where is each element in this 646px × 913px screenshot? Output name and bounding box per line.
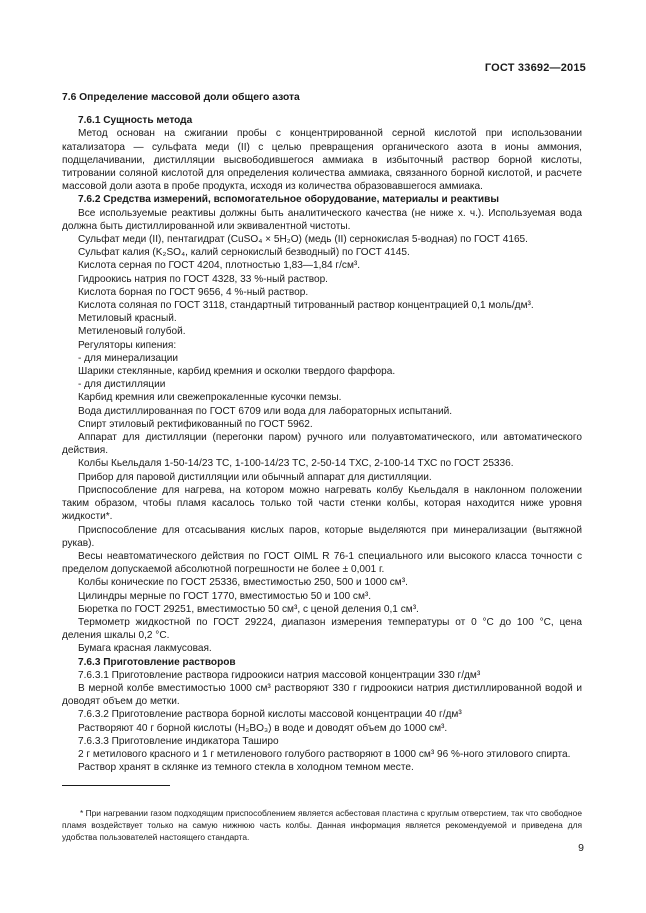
document-header: ГОСТ 33692—2015 [484, 62, 586, 74]
paragraph: Сульфат меди (II), пентагидрат (CuSO₄ × 5H₂O) (медь (II) сернокислая 5-водная) по ГОСТ 4165. [78, 234, 528, 246]
paragraph: Колбы конические по ГОСТ 25336, вместимостью 250, 500 и 1000 см³. [78, 577, 408, 589]
paragraph: Вода дистиллированная по ГОСТ 6709 или вода для лабораторных испытаний. [78, 405, 453, 417]
paragraph: Регуляторы кипения: [78, 339, 177, 351]
paragraph: Прибор для паровой дистилляции или обычный аппарат для дистилляции. [78, 471, 432, 483]
paragraph: 2 г метилового красного и 1 г метиленового голубого растворяют в 1000 см³ 96 %-ного этилового спирта. [78, 748, 571, 760]
main-content [62, 91, 582, 774]
paragraph: Метиленовый голубой. [78, 326, 186, 338]
subsection-title-761: 7.6.1 Сущность метода [78, 115, 193, 127]
footnote: * При нагревании газом подходящим приспособлением является асбестовая пластина с круглым отверстием, так что свободное пламя воздействует только на самую нижнюю часть колбы. Данная информация является рекомендуемой и приведена для удобства пользователей настоящего стандарта. [62, 808, 582, 842]
paragraph: Бюретка по ГОСТ 29251, вместимостью 50 см³, с ценой деления 0,1 см³. [78, 603, 419, 615]
paragraph: Бумага красная лакмусовая. [78, 643, 212, 655]
paragraph: Термометр жидкостной по ГОСТ 29224, диапазон измерения температуры от 0 °С до 100 °С, цена деления шкалы 0,2 °С. [62, 616, 582, 642]
paragraph: Колбы Кьельдаля 1-50-14/23 ТС, 1-100-14/23 ТС, 2-50-14 ТХС, 2-100-14 ТХС по ГОСТ 25336. [78, 458, 514, 470]
list-item: - для минерализации [78, 352, 179, 364]
paragraph: Метиловый красный. [78, 313, 177, 325]
page-number: 9 [578, 842, 584, 854]
subsection-title-763: 7.6.3 Приготовление растворов [78, 656, 236, 668]
paragraph: Кислота борная по ГОСТ 9656, 4 %-ный раствор. [78, 286, 309, 298]
paragraph: Приспособление для нагрева, на котором можно нагревать колбу Кьельдаля в наклонном положении таким образом, чтобы пламя касалось только той части стенки колбы, которая находится ниже уровня жидкости*. [62, 484, 582, 523]
paragraph: Цилиндры мерные по ГОСТ 1770, вместимостью 50 и 100 см³. [78, 590, 372, 602]
paragraph: Сульфат калия (K₂SO₄, калий сернокислый безводный) по ГОСТ 4145. [78, 247, 410, 259]
paragraph: Шарики стеклянные, карбид кремния и осколки твердого фарфора. [78, 366, 396, 378]
subsection-title-762: 7.6.2 Средства измерений, вспомогательное оборудование, материалы и реактивы [78, 194, 499, 206]
paragraph: Кислота серная по ГОСТ 4204, плотностью 1,83—1,84 г/см³. [78, 260, 361, 272]
paragraph-method: Метод основан на сжигании пробы с концентрированной серной кислотой при использовании катализатора — сульфата меди (II) с целью превращения органического азота в ионы аммония, подщелачивании, дистилляции высвободившегося аммиака в избыточный раствор борной кислоты, титровании соляной кислотой для определения количества аммиака, связанного борной кислотой, и расчете массовой доли азота в пробе продукта, исходя из количества образовавшегося аммиака. [62, 128, 582, 193]
paragraph: Приспособление для отсасывания кислых паров, которые выделяются при минерализации (вытяжной рукав). [62, 524, 582, 549]
paragraph: Гидроокись натрия по ГОСТ 4328, 33 %-ный раствор. [78, 273, 328, 285]
paragraph: Все используемые реактивы должны быть аналитического качества (не ниже х. ч.). Используемая вода должна быть дистиллированной или эквивалентной чистоты. [62, 207, 582, 232]
paragraph: Растворяют 40 г борной кислоты (H₃BO₃) в воде и доводят объем до 1000 см³. [78, 722, 448, 734]
paragraph: Спирт этиловый ректификованный по ГОСТ 5962. [78, 418, 313, 430]
paragraph: В мерной колбе вместимостью 1000 см³ растворяют 330 г гидроокиси натрия дистиллированной водой и доводят объем до метки. [62, 682, 582, 708]
paragraph: 7.6.3.3 Приготовление индикатора Таширо [78, 735, 279, 747]
paragraph: Раствор хранят в склянке из темного стекла в холодном темном месте. [78, 762, 414, 774]
paragraph: 7.6.3.1 Приготовление раствора гидроокиси натрия массовой концентрации 330 г/дм³ [78, 669, 481, 681]
footnote-divider [62, 785, 170, 786]
paragraph: Кислота соляная по ГОСТ 3118, стандартный титрованный раствор концентрацией 0,1 моль/дм³. [78, 300, 534, 312]
paragraph: 7.6.3.2 Приготовление раствора борной кислоты массовой концентрации 40 г/дм³ [78, 709, 462, 721]
paragraph: Весы неавтоматического действия по ГОСТ OIML R 76-1 специального или высокого класса точности с пределом допускаемой абсолютной погрешности не более ± 0,001 г. [62, 550, 582, 576]
paragraph: Карбид кремния или свежепрокаленные кусочки пемзы. [78, 392, 342, 404]
paragraph: Аппарат для дистилляции (перегонки паром) ручного или полуавтоматического, или автоматического действия. [62, 432, 582, 457]
section-title: 7.6 Определение массовой доли общего азота [62, 92, 300, 103]
list-item: - для дистилляции [78, 379, 166, 391]
